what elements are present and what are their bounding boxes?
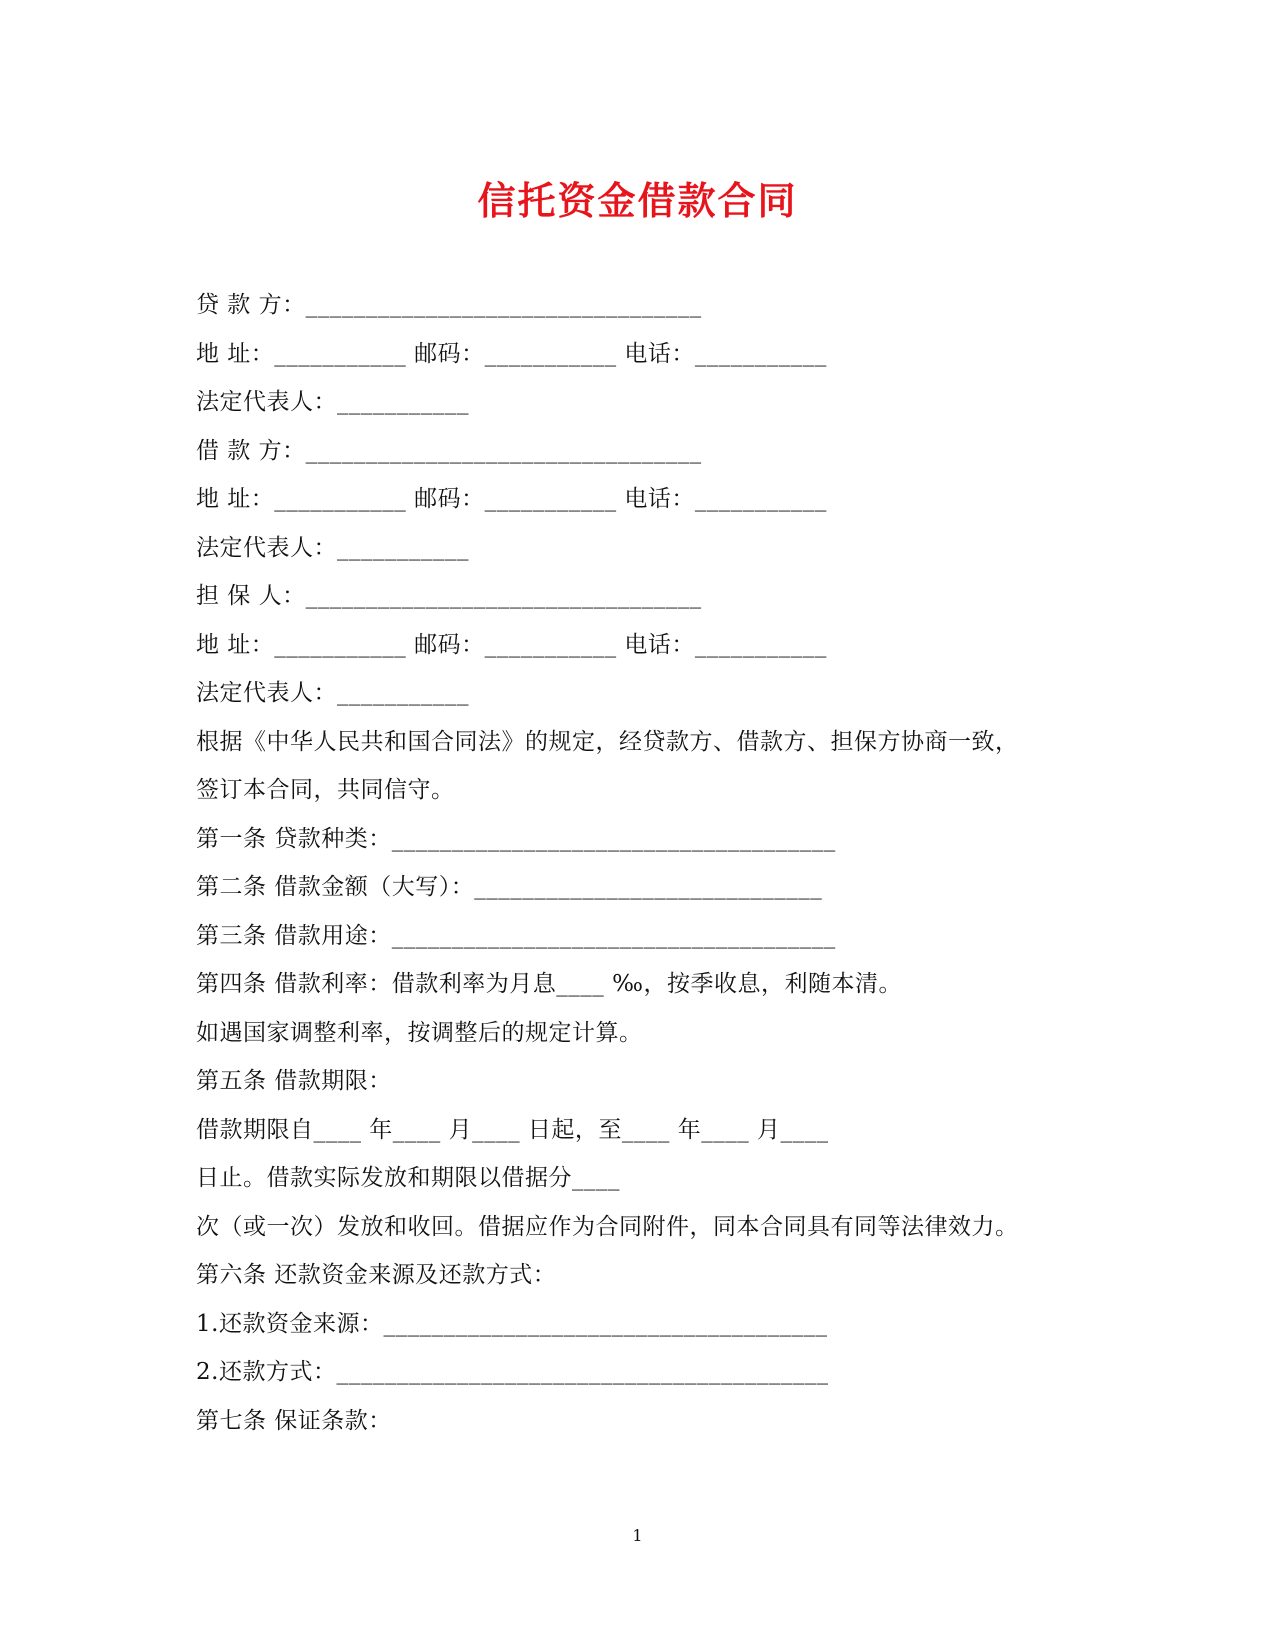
article-5-term-dates: 借款期限自____ 年____ 月____ 日起，至____ 年____ 月____ bbox=[196, 1116, 829, 1143]
guarantor-representative-line: 法定代表人：___________ bbox=[196, 680, 469, 706]
article-5-disbursement: 日止。借款实际发放和期限以借据分____ bbox=[196, 1165, 620, 1191]
article-5-receipt-clause: 次（或一次）发放和收回。借据应作为合同附件，同本合同具有同等法律效力。 bbox=[196, 1213, 1019, 1240]
borrower-line: 借 款 方：_________________________________ bbox=[196, 437, 702, 464]
borrower-representative-line: 法定代表人：___________ bbox=[196, 534, 469, 561]
article-6-repayment-method: 2.还款方式：_________________________________________ bbox=[196, 1359, 829, 1385]
article-3-loan-purpose: 第三条 借款用途：_____________________________________ bbox=[196, 922, 836, 949]
article-6-heading: 第六条 还款资金来源及还款方式： bbox=[196, 1262, 557, 1288]
article-6-source-of-funds: 1.还款资金来源：_____________________________________ bbox=[196, 1310, 828, 1337]
document-title: 信托资金借款合同 bbox=[477, 178, 798, 223]
lender-representative-line: 法定代表人：___________ bbox=[196, 389, 469, 415]
lender-address-line: 地 址：___________ 邮码：___________ 电话：___________ bbox=[196, 340, 827, 367]
article-4-rate-adjustment: 如遇国家调整利率，按调整后的规定计算。 bbox=[196, 1019, 643, 1046]
preamble-line-2: 签订本合同，共同信守。 bbox=[196, 777, 455, 803]
article-1-loan-type: 第一条 贷款种类：_____________________________________ bbox=[196, 825, 836, 852]
article-4-interest-rate: 第四条 借款利率：借款利率为月息____ ‰，按季收息，利随本清。 bbox=[196, 971, 902, 997]
article-7-heading: 第七条 保证条款： bbox=[196, 1407, 392, 1434]
lender-line: 贷 款 方：_________________________________ bbox=[196, 292, 702, 318]
borrower-address-line: 地 址：___________ 邮码：___________ 电话：___________ bbox=[196, 486, 827, 512]
guarantor-address-line: 地 址：___________ 邮码：___________ 电话：___________ bbox=[196, 631, 827, 658]
preamble-line-1: 根据《中华人民共和国合同法》的规定，经贷款方、借款方、担保方协商一致， bbox=[196, 728, 1019, 755]
article-5-heading: 第五条 借款期限： bbox=[196, 1068, 392, 1094]
article-2-loan-amount: 第二条 借款金额（大写）：_____________________________ bbox=[196, 874, 823, 900]
page-number: 1 bbox=[632, 1526, 643, 1545]
guarantor-line: 担 保 人：_________________________________ bbox=[196, 583, 702, 609]
contract-body bbox=[196, 286, 1096, 1450]
